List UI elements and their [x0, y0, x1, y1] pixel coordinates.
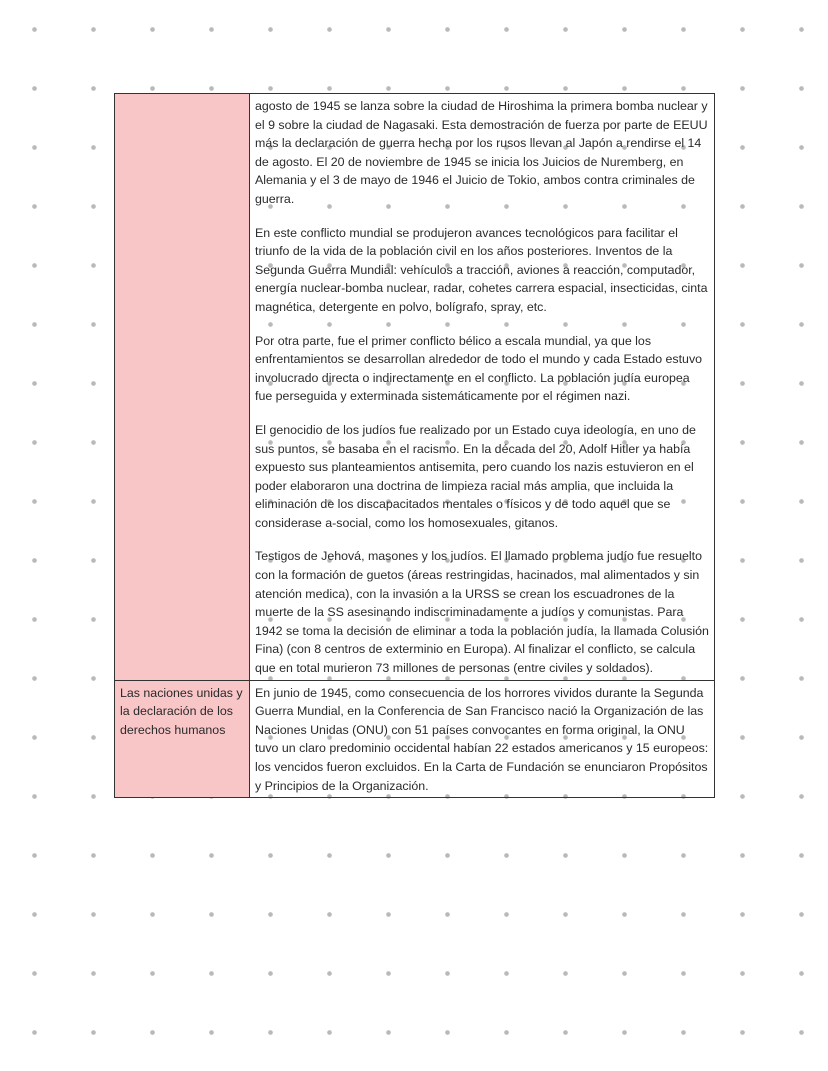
content-cell — [250, 94, 715, 681]
content-cell — [250, 680, 715, 798]
topic-cell: Las naciones unidas y la declaración de los derechos humanos — [115, 680, 250, 798]
notes-table — [114, 93, 715, 798]
table-row — [115, 94, 715, 681]
paragraph: En este conflicto mundial se produjeron avances tecnológicos para facilitar el triunfo de la vida de la población civil en los años posteriores. Inventos de la Segunda Guerra Mundial: vehículos a tracción, aviones a reacción, computador, energía nuclear-bomba nuclear, radar, cohetes carrera espacial, insecticidas, cinta magnética, detergente en polvo, bolígrafo, spray, etc. — [255, 225, 708, 314]
paragraph: En junio de 1945, como consecuencia de los horrores vividos durante la Segunda Guerra Mundial, en la Conferencia de San Francisco nació la Organización de las Naciones Unidas (ONU) con 51 países convocantes en forma original, la ONU tuvo un claro predominio occidental habían 22 estados americanos y 15 europeos: los vencidos fueron excluidos. En la Carta de Fundación se enunciaron Propósitos y Principios de la Organización. — [255, 685, 709, 793]
paragraph: agosto de 1945 se lanza sobre la ciudad de Hiroshima la primera bomba nuclear y el 9 sobre la ciudad de Nagasaki. Esta demostración de fuerza por parte de EEUU más la declaración de guerra hecha por los rusos llevan al Japón a rendirse el 14 de agosto. El 20 de noviembre de 1945 se inicia los Juicios de Nuremberg, en Alemania y el 3 de mayo de 1946 el Juicio de Tokio, ambos contra criminales de guerra. — [255, 99, 708, 206]
paragraph: Testigos de Jehová, masones y los judíos. El llamado problema judío fue resuelto con la formación de guetos (áreas restringidas, hacinados, mal alimentados y sin atención medica), con la invasión a la URSS se crean los escuadrones de la muerte de la SS asesinando indiscriminadamente a judíos y comunistas. Para 1942 se toma la decisión de eliminar a toda la población judía, la llamada Colusión Fina) (con 8 centros de exterminio en Europa). Al finalizar el conflicto, se calcula que en total murieron 73 millones de personas (entre civiles y soldados). — [255, 549, 709, 676]
topic-cell — [115, 94, 250, 681]
paragraph: Por otra parte, fue el primer conflicto bélico a escala mundial, ya que los enfrentamientos se desarrollan alrededor de todo el mundo y cada Estado estuvo involucrado directa o indirectamente en el conflicto. La población judía europea fue perseguida y exterminada sistemáticamente por el régimen nazi. — [255, 333, 703, 404]
paragraph: El genocidio de los judíos fue realizado por un Estado cuya ideología, en uno de sus puntos, se basaba en el racismo. En la década del 20, Adolf Hitler ya había expuesto sus planteamientos antisemita, pero cuando los nazis estuvieron en el poder elaboraron una doctrina de limpieza racial más amplia, que incluida la eliminación de los discapacitados mentales o físicos y de todo aquel que se considerase a-social, como los homosexuales, gitanos. — [255, 422, 696, 530]
table-row — [115, 680, 715, 798]
notes-page — [114, 93, 714, 798]
